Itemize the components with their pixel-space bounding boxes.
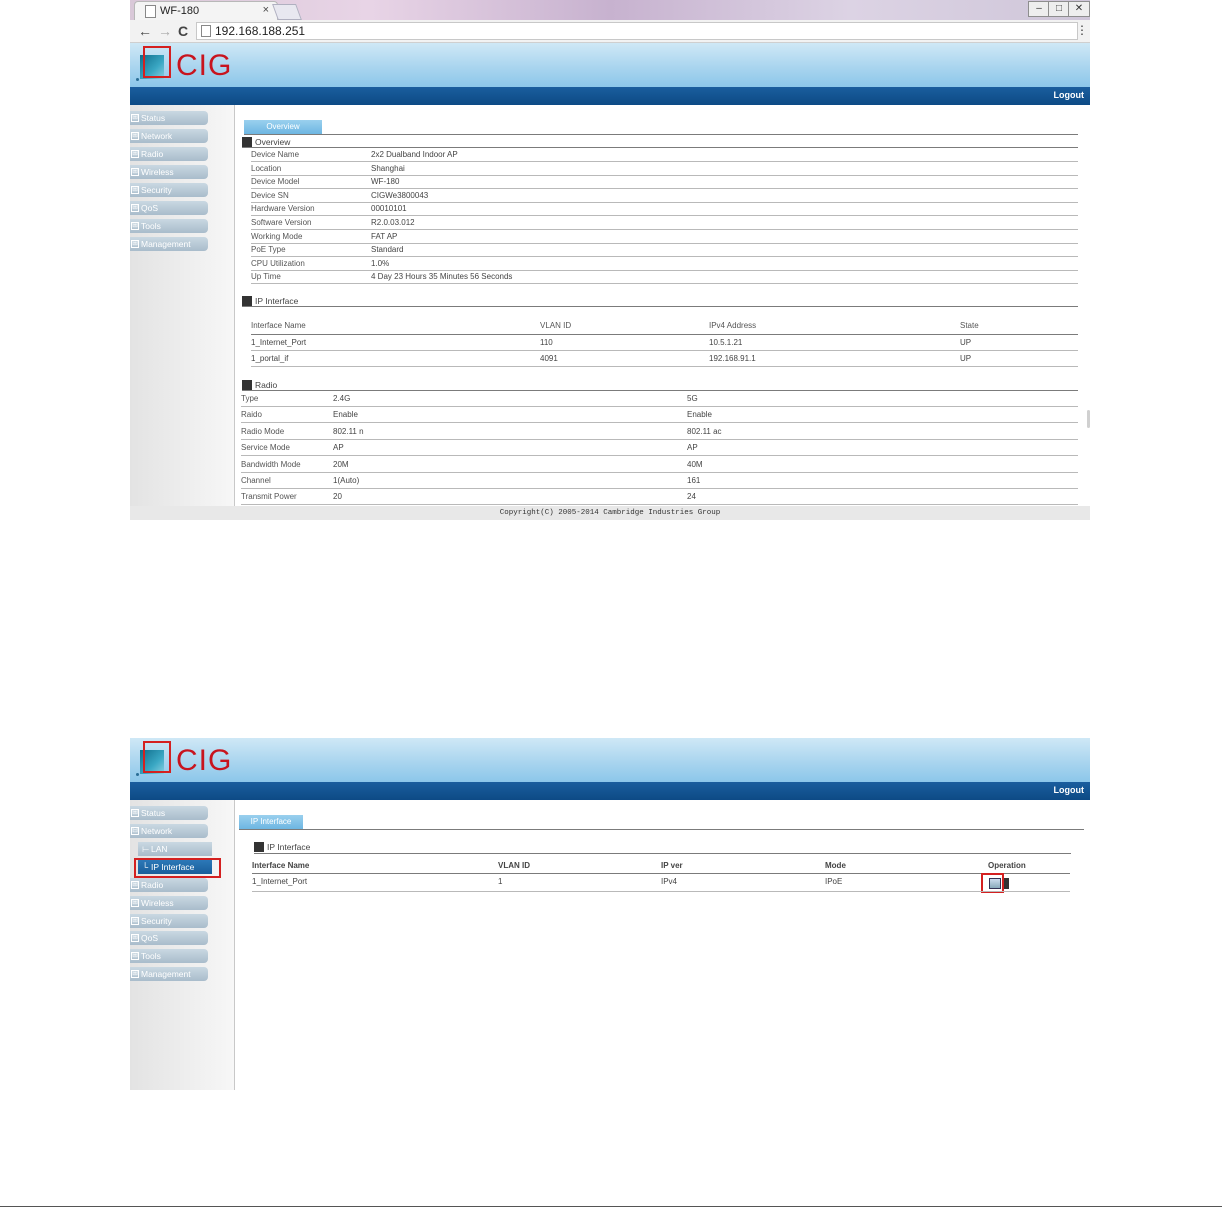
sidebar-subitem-label: IP Interface (151, 862, 195, 872)
column-header: IPv4 Address (709, 321, 757, 330)
overview-label: Hardware Version (251, 204, 315, 214)
sidebar-item-label: Status (141, 113, 166, 123)
ip-interface-section-title: IP Interface (255, 296, 299, 306)
cig-logo-frame (143, 46, 171, 78)
overview-value: 00010101 (371, 204, 407, 214)
radio-value: 24 (687, 492, 696, 502)
row-divider (241, 439, 1078, 440)
table-cell: UP (960, 354, 972, 363)
table-cell: 192.168.91.1 (709, 354, 756, 363)
row-divider (251, 283, 1078, 284)
radio-value: AP (687, 443, 698, 453)
top-nav-bar (130, 782, 1090, 800)
overview-label: Up Time (251, 272, 281, 282)
table-cell: 1_Internet_Port (251, 338, 307, 347)
row-divider (241, 455, 1078, 456)
expand-plus-icon: ⊞ (132, 150, 138, 157)
sidebar-item-tools[interactable] (130, 949, 208, 963)
sidebar-item-label: Radio (141, 880, 164, 890)
expand-plus-icon: ⊞ (132, 881, 138, 888)
sidebar-item-label: Tools (141, 221, 161, 231)
sidebar-item-label: QoS (141, 203, 159, 213)
scrollbar-thumb[interactable] (1087, 410, 1090, 428)
column-header: Interface Name (251, 321, 306, 330)
overview-value: FAT AP (371, 231, 398, 241)
radio-value: 40M (687, 459, 703, 469)
sidebar-item-security[interactable] (130, 183, 208, 197)
copyright-footer: Copyright(C) 2005-2014 Cambridge Industries Group (130, 506, 1090, 520)
url-input[interactable] (196, 22, 1078, 40)
overview-label: Device SN (251, 190, 289, 200)
overview-label: Location (251, 163, 282, 173)
radio-value: 1(Auto) (333, 476, 360, 485)
section-marker (242, 296, 252, 306)
sidebar-item-network[interactable] (130, 824, 208, 838)
radio-label: Radio Mode (241, 426, 285, 436)
back-arrow-icon[interactable]: ← (138, 23, 152, 39)
row-divider (251, 229, 1078, 230)
tab-underline (244, 134, 1078, 135)
radio-value: 20M (333, 459, 349, 469)
radio-value: 802.11 ac (687, 426, 722, 436)
radio-value: 20 (333, 492, 342, 502)
sidebar-item-label: Security (141, 915, 172, 926)
radio-label: Service Mode (241, 443, 290, 453)
row-divider (251, 243, 1078, 244)
column-header: IP ver (661, 861, 683, 870)
sidebar-item-management[interactable] (130, 967, 208, 981)
expand-plus-icon: ⊞ (132, 934, 138, 942)
sidebar-item-network[interactable] (130, 129, 208, 143)
expand-plus-icon: ⊞ (132, 240, 138, 247)
section-marker (242, 137, 252, 147)
sidebar-item-radio[interactable] (130, 147, 208, 161)
radio-section-title: Radio (255, 380, 278, 390)
sidebar-item-management[interactable] (130, 237, 208, 251)
address-bar-row (130, 20, 1090, 43)
table-cell: UP (960, 338, 972, 347)
overview-value: CIGWe3800043 (371, 190, 429, 200)
sidebar-item-label: Wireless (141, 167, 174, 177)
sidebar-item-wireless[interactable] (130, 896, 208, 910)
sidebar-item-label: Network (141, 131, 173, 141)
overview-label: PoE Type (251, 245, 286, 255)
sidebar-item-label: QoS (141, 933, 159, 944)
overview-value: WF-180 (371, 177, 400, 187)
expand-plus-icon: ⊞ (132, 952, 138, 960)
radio-value: 5G (687, 394, 698, 403)
overview-label: CPU Utilization (251, 258, 305, 268)
screenshot-overview (130, 0, 1090, 520)
url-text: 192.168.188.251 (215, 24, 306, 38)
cig-logo-text: CIG (176, 49, 233, 82)
minimize-button[interactable]: – (1028, 1, 1050, 17)
table-cell: 110 (540, 338, 553, 347)
browser-tab[interactable] (134, 1, 278, 21)
expand-plus-icon: ⊞ (132, 168, 138, 175)
tree-branch-icon: ⊢ (142, 844, 150, 854)
sidebar-item-label: Security (141, 185, 172, 195)
cig-logo-dot (136, 78, 139, 81)
reload-icon[interactable]: C (178, 23, 189, 39)
section-divider (242, 390, 1078, 391)
section-divider (254, 853, 1071, 854)
tab-overview[interactable]: Overview (244, 120, 322, 134)
radio-label: Channel (241, 476, 271, 485)
column-header: VLAN ID (540, 321, 572, 330)
edit-highlight (981, 873, 1004, 893)
row-divider (251, 175, 1078, 176)
overview-value: 4 Day 23 Hours 35 Minutes 56 Seconds (371, 272, 513, 282)
page-icon (201, 25, 211, 37)
column-header: Mode (825, 861, 846, 870)
overview-value: 2x2 Dualband Indoor AP (371, 150, 458, 159)
sidebar-item-label: Management (141, 239, 191, 249)
sidebar-item-wireless[interactable] (130, 165, 208, 179)
row-divider (252, 891, 1070, 892)
radio-value: Enable (333, 410, 358, 420)
expand-plus-icon: ⊞ (132, 204, 138, 211)
row-divider (251, 215, 1078, 216)
sidebar-item-label: Radio (141, 149, 164, 159)
overview-value: R2.0.03.012 (371, 218, 415, 227)
logout-link[interactable]: Logout (1053, 90, 1084, 100)
section-divider (242, 147, 1078, 148)
forward-arrow-icon[interactable]: → (158, 23, 172, 39)
expand-plus-icon: ⊞ (132, 809, 138, 816)
section-marker (254, 842, 264, 852)
overview-value: 1.0% (371, 258, 390, 268)
sidebar-subitem-label: LAN (151, 844, 168, 854)
expand-plus-icon: ⊞ (132, 916, 138, 924)
row-divider (241, 406, 1078, 407)
overview-value: Shanghai (371, 163, 405, 173)
expand-plus-icon: ⊞ (132, 132, 138, 139)
radio-value: 802.11 n (333, 426, 364, 436)
overview-value: Standard (371, 245, 404, 255)
radio-label: Raido (241, 410, 262, 420)
app-banner (130, 738, 1090, 782)
row-divider (241, 472, 1078, 473)
column-header: State (960, 321, 979, 330)
header-divider (252, 873, 1070, 874)
radio-label: Type (241, 394, 259, 403)
sidebar-item-qos[interactable] (130, 931, 208, 945)
expand-plus-icon: ⊞ (132, 970, 138, 977)
maximize-button[interactable]: □ (1048, 1, 1070, 17)
row-divider (251, 366, 1078, 367)
tab-ip-interface[interactable]: IP Interface (239, 815, 303, 829)
row-divider (251, 350, 1078, 351)
radio-value: Enable (687, 410, 712, 420)
expand-plus-icon: ⊞ (132, 186, 138, 193)
sidebar-item-label: Network (141, 826, 173, 836)
section-divider (242, 306, 1078, 307)
row-divider (251, 202, 1078, 203)
sidebar-item-security[interactable] (130, 914, 208, 928)
cig-logo-text: CIG (176, 744, 233, 777)
radio-value: 2.4G (333, 394, 351, 403)
logout-link[interactable]: Logout (1053, 785, 1084, 795)
table-cell: 1_portal_if (251, 354, 289, 363)
table-cell: IPoE (825, 877, 843, 886)
table-cell: 4091 (540, 354, 558, 363)
row-divider (251, 188, 1078, 189)
row-divider (251, 161, 1078, 162)
collapse-minus-icon: ⊟ (132, 827, 138, 834)
selection-highlight (134, 858, 221, 878)
overview-section-title: Overview (255, 137, 291, 147)
sidebar-item-status[interactable] (130, 806, 208, 820)
row-divider (251, 256, 1078, 257)
sidebar-subitem-lan[interactable] (138, 842, 212, 856)
window-close-button[interactable]: ✕ (1068, 1, 1090, 17)
table-cell: 1_Internet_Port (252, 877, 308, 886)
row-divider (251, 270, 1078, 271)
section-marker (242, 380, 252, 390)
radio-value: 161 (687, 476, 701, 485)
cig-logo-dot (136, 773, 139, 776)
header-divider (251, 334, 1078, 335)
sidebar-item-label: Tools (141, 951, 161, 962)
expand-plus-icon: ⊞ (132, 222, 138, 229)
table-cell: 10.5.1.21 (709, 338, 743, 347)
sidebar-item-label: Wireless (141, 897, 174, 908)
cig-logo-frame (143, 741, 171, 773)
expand-plus-icon: ⊞ (132, 114, 138, 121)
expand-plus-icon: ⊞ (132, 898, 138, 906)
column-header: Interface Name (252, 861, 310, 870)
page-bottom-rule (0, 1206, 1222, 1207)
radio-label: Transmit Power (241, 492, 297, 502)
radio-value: AP (333, 443, 344, 453)
tab-underline (239, 829, 1084, 830)
sidebar-item-label: Status (141, 808, 166, 818)
table-cell: IPv4 (661, 877, 678, 886)
browser-tab-title: WF-180 (160, 5, 200, 17)
overview-label: Device Name (251, 150, 300, 159)
sidebar-item-qos[interactable] (130, 201, 208, 215)
row-divider (241, 422, 1078, 423)
column-header: VLAN ID (498, 861, 530, 870)
column-header: Operation (988, 861, 1026, 870)
delete-icon[interactable] (1004, 878, 1009, 889)
sidebar-item-label: Management (141, 969, 191, 979)
menu-kebab-icon[interactable]: ⋮ (1076, 23, 1088, 37)
tab-close-icon[interactable]: × (262, 4, 269, 16)
overview-label: Software Version (251, 218, 312, 227)
top-nav-bar (130, 87, 1090, 105)
table-cell: 1 (498, 877, 503, 886)
screenshot-ip-interface (130, 738, 1090, 1090)
app-banner (130, 43, 1090, 87)
row-divider (241, 488, 1078, 489)
page-icon (145, 5, 156, 18)
sidebar-item-tools[interactable] (130, 219, 208, 233)
radio-label: Bandwidth Mode (241, 459, 301, 469)
sidebar-item-radio[interactable] (130, 878, 208, 892)
sidebar-item-status[interactable] (130, 111, 208, 125)
overview-label: Working Mode (251, 231, 303, 241)
overview-label: Device Model (251, 177, 300, 187)
tree-branch-icon: └ (142, 862, 149, 872)
ip-interface-section-title: IP Interface (267, 842, 311, 852)
